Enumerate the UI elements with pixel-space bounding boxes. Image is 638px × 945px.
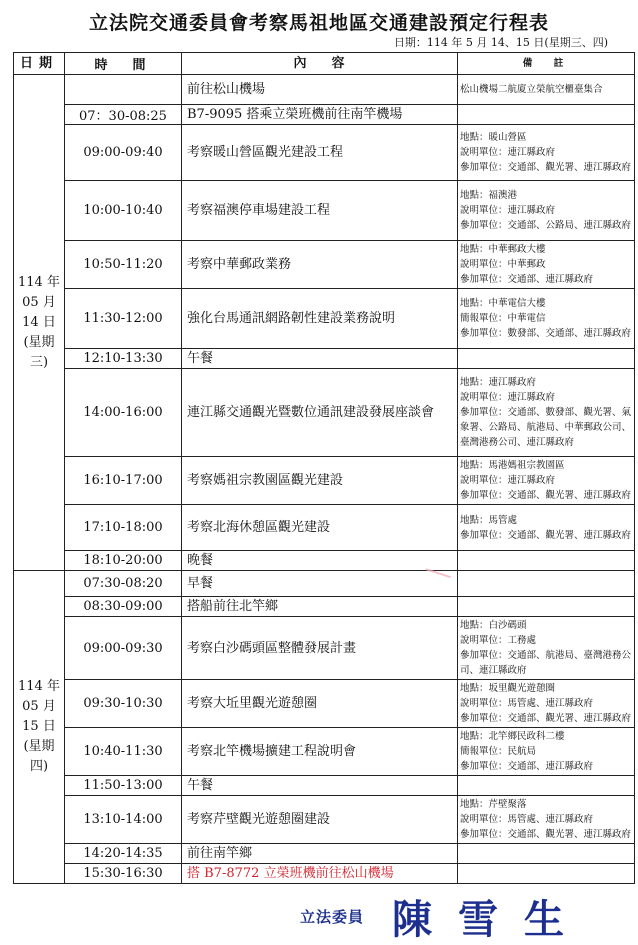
- note-line: 地點：中華郵政大樓: [460, 244, 546, 255]
- time-cell: 07:30-08:20: [65, 571, 182, 597]
- table-body: [14, 75, 635, 884]
- header-note: 備 註: [458, 53, 635, 75]
- note-cell: [458, 796, 635, 844]
- note-line: 說明單位：馬管處、連江縣政府: [460, 698, 594, 709]
- note-cell: [458, 349, 635, 369]
- note-line: 說明單位：連江縣政府: [460, 205, 556, 216]
- table-row: [14, 289, 635, 349]
- day-label-cell: [14, 75, 65, 571]
- note-cell: [458, 241, 635, 289]
- note-line: 說明單位：中華郵政: [460, 259, 546, 270]
- note-cell: [458, 105, 635, 125]
- note-cell: [458, 776, 635, 796]
- note-line: 說明單位：工務處: [460, 635, 537, 646]
- time-cell: 10:40-11:30: [65, 728, 182, 776]
- content-cell: 考察中華郵政業務: [182, 241, 458, 289]
- table-row: [14, 349, 635, 369]
- note-cell: [458, 844, 635, 864]
- note-line: 地點：馬港媽祖宗教園區: [460, 460, 565, 471]
- note-line: 參加單位：交通部、航港局、臺灣港務公司、連江縣政府: [460, 650, 632, 676]
- note-line: 簡報單位：民航局: [460, 746, 537, 757]
- content-cell: 搭 B7-8772 立榮班機前往松山機場: [182, 864, 458, 884]
- note-line: 參加單位：交通部、觀光署、連江縣政府: [460, 713, 632, 724]
- note-cell: [458, 551, 635, 571]
- day-label-line: (星期: [23, 334, 55, 350]
- signature-name: 陳雪生: [392, 896, 590, 943]
- day-label-line: (星期: [23, 739, 55, 754]
- table-row: [14, 105, 635, 125]
- note-cell: [458, 597, 635, 617]
- day-label-line: 三): [29, 354, 49, 370]
- day-label-line: 114 年: [18, 679, 60, 694]
- table-row: [14, 597, 635, 617]
- time-cell: 10:50-11:20: [65, 241, 182, 289]
- table-header-row: [14, 53, 635, 75]
- note-line: 參加單位：交通部、數發部、觀光署、氣象署、公路局、航港局、中華郵政公司、臺灣港務公司、連江縣政府: [460, 407, 632, 448]
- content-cell: 午餐: [182, 349, 458, 369]
- time-cell: 18:10-20:00: [65, 551, 182, 571]
- content-cell: 早餐: [182, 571, 458, 597]
- table-row: [14, 728, 635, 776]
- time-cell: 09:00-09:30: [65, 617, 182, 680]
- table-row: [14, 369, 635, 457]
- time-cell: 12:10-13:30: [65, 349, 182, 369]
- note-line: 參加單位：交通部、觀光署、連江縣政府: [460, 829, 632, 840]
- day-label-cell: [14, 571, 65, 884]
- document-title: 立法院交通委員會考察馬祖地區交通建設預定行程表: [88, 12, 549, 34]
- note-line: 說明單位：連江縣政府: [460, 392, 556, 403]
- day-label-line: 15 日: [22, 719, 56, 734]
- note-line: 參加單位：數發部、交通部、連江縣政府: [460, 328, 632, 339]
- content-cell: 前往南竿鄉: [182, 844, 458, 864]
- content-cell: 考察北海休憩區觀光建設: [182, 505, 458, 551]
- content-cell: 搭船前往北竿鄉: [182, 597, 458, 617]
- note-cell: [458, 571, 635, 597]
- note-cell: [458, 125, 635, 181]
- table-row: [14, 241, 635, 289]
- content-cell: 強化台馬通訊網路韌性建設業務說明: [182, 289, 458, 349]
- content-cell: 考察大坵里觀光遊憩圈: [182, 680, 458, 728]
- content-cell: B7-9095 搭乘立榮班機前往南竿機場: [182, 105, 458, 125]
- note-line: 參加單位：交通部、觀光署、連江縣政府: [460, 490, 632, 501]
- content-cell: 前往松山機場: [182, 75, 458, 105]
- time-cell: 16:10-17:00: [65, 457, 182, 505]
- content-cell: 連江縣交通觀光暨數位通訊建設發展座談會: [182, 369, 458, 457]
- note-line: 參加單位：交通部、連江縣政府: [460, 761, 594, 772]
- note-cell: [458, 369, 635, 457]
- content-cell: 考察白沙碼頭區整體發展計畫: [182, 617, 458, 680]
- table-row: [14, 571, 635, 597]
- time-cell: 14:20-14:35: [65, 844, 182, 864]
- note-cell: [458, 505, 635, 551]
- note-line: 參加單位：交通部、觀光署、連江縣政府: [460, 529, 632, 541]
- note-cell: [458, 864, 635, 884]
- note-line: 地點：馬管處: [460, 514, 518, 526]
- time-cell: 15:30-16:30: [65, 864, 182, 884]
- table-row: [14, 125, 635, 181]
- itinerary-table: [13, 52, 635, 884]
- signature-block: [300, 892, 630, 943]
- note-line: 地點：白沙碼頭: [460, 620, 527, 631]
- content-cell: 午餐: [182, 776, 458, 796]
- table-row: [14, 796, 635, 844]
- note-line: 說明單位：馬管處、連江縣政府: [460, 814, 594, 825]
- content-cell: 考察福澳停車場建設工程: [182, 181, 458, 241]
- content-cell: 考察媽祖宗教園區觀光建設: [182, 457, 458, 505]
- day-label-line: 05 月: [22, 699, 56, 714]
- table-row: [14, 181, 635, 241]
- note-line: 參加單位：交通部、公路局、連江縣政府: [460, 220, 632, 231]
- note-line: 地點：暖山營區: [460, 132, 527, 143]
- signature-label: 立法委員: [300, 908, 365, 926]
- table-row: [14, 864, 635, 884]
- time-cell: 11:50-13:00: [65, 776, 182, 796]
- note-cell: [458, 680, 635, 728]
- note-line: 地點：連江縣政府: [460, 377, 537, 388]
- table-row: [14, 551, 635, 571]
- day-label-line: 四): [29, 759, 49, 774]
- note-line: 簡報單位：中華電信: [460, 313, 546, 324]
- note-line: 說明單位：連江縣政府: [460, 475, 556, 486]
- note-line: 參加單位：交通部、連江縣政府: [460, 274, 594, 285]
- time-cell: 09:00-09:40: [65, 125, 182, 181]
- table-row: [14, 844, 635, 864]
- content-cell: 考察北竿機場擴建工程說明會: [182, 728, 458, 776]
- day-label-line: 114 年: [18, 274, 60, 290]
- note-line: 地點：芹壁聚落: [460, 799, 527, 810]
- time-cell: 09:30-10:30: [65, 680, 182, 728]
- header-content: 內 容: [182, 53, 458, 75]
- note-line: 地點：北竿鄉民政科二樓: [460, 731, 565, 742]
- time-cell: 08:30-09:00: [65, 597, 182, 617]
- header-date: 日期: [14, 53, 65, 75]
- header-time: 時 間: [65, 53, 182, 75]
- note-cell: [458, 457, 635, 505]
- time-cell: 17:10-18:00: [65, 505, 182, 551]
- note-cell: [458, 75, 635, 105]
- note-line: 地點：中華電信大樓: [460, 298, 546, 309]
- note-cell: [458, 728, 635, 776]
- content-cell: 考察暖山營區觀光建設工程: [182, 125, 458, 181]
- note-line: 松山機場二航廈立榮航空櫃臺集合: [460, 84, 603, 95]
- table-row: [14, 617, 635, 680]
- time-cell: 14:00-16:00: [65, 369, 182, 457]
- table-row: [14, 75, 635, 105]
- day-label-line: 05 月: [22, 294, 56, 310]
- note-line: 參加單位：交通部、觀光署、連江縣政府: [460, 162, 632, 173]
- note-line: 地點：福澳港: [460, 190, 518, 201]
- note-line: 說明單位：連江縣政府: [460, 147, 556, 158]
- time-cell: 11:30-12:00: [65, 289, 182, 349]
- day-label-line: 14 日: [22, 314, 56, 330]
- time-cell: 07：30-08:25: [65, 105, 182, 125]
- table-row: [14, 505, 635, 551]
- note-cell: [458, 181, 635, 241]
- table-row: [14, 680, 635, 728]
- time-cell: [65, 75, 182, 105]
- table-row: [14, 457, 635, 505]
- content-cell: 考察芹壁觀光遊憩圈建設: [182, 796, 458, 844]
- date-line: 日期：114 年 5 月 14、15 日(星期三、四): [393, 36, 608, 49]
- time-cell: 10:00-10:40: [65, 181, 182, 241]
- note-cell: [458, 289, 635, 349]
- content-cell: 晚餐: [182, 551, 458, 571]
- time-cell: 13:10-14:00: [65, 796, 182, 844]
- note-line: 地點：坂里觀光遊憩圈: [460, 683, 556, 694]
- note-cell: [458, 617, 635, 680]
- table-row: [14, 776, 635, 796]
